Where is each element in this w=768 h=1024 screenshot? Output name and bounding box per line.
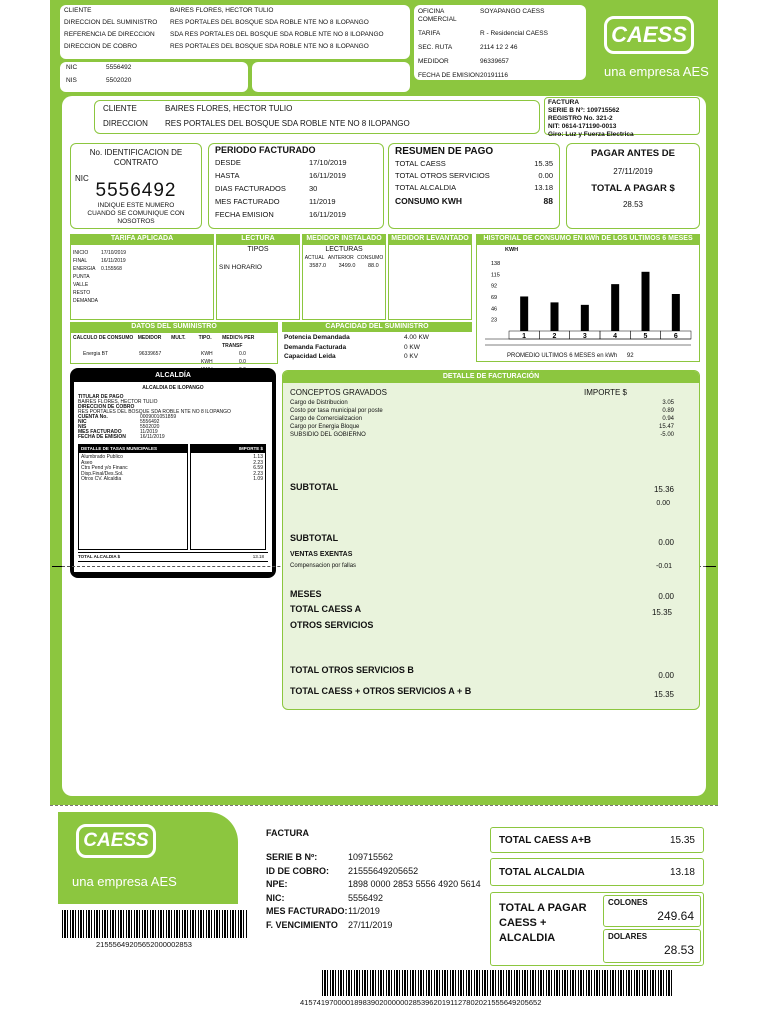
x-tick-label: 1: [522, 333, 527, 340]
label: Demanda Facturada: [284, 343, 347, 351]
label: NIC: [78, 419, 87, 425]
summary-row: [395, 183, 553, 193]
label: SERIE B Nº:: [266, 852, 318, 862]
val-mult: [173, 350, 201, 358]
y-tick-label: 115: [491, 272, 500, 279]
value: 20191116: [480, 72, 508, 79]
meses: 0.00: [658, 592, 674, 601]
y-tick-label: 46: [491, 306, 498, 313]
label: CLIENTE: [64, 7, 92, 14]
value: 0009001051859: [140, 414, 177, 420]
colones: 249.64: [657, 909, 694, 923]
stub-cut-line: [50, 805, 718, 806]
value: 15.35: [669, 834, 695, 846]
pay-before-title: PAGAR ANTES DE: [591, 148, 675, 159]
tarifa-header: TARIFA APLICADA: [70, 234, 214, 244]
capacity-box: [282, 332, 472, 364]
right-cut-mark: [706, 566, 716, 567]
col-mult: MULT.: [171, 335, 186, 341]
otros-label: OTROS SERVICIOS: [290, 620, 374, 630]
stub-field: [266, 865, 486, 878]
x-tick-label: 4: [613, 333, 618, 340]
medidor-lev-header: MEDIDOR LEVANTADO: [388, 234, 472, 244]
dir: RES PORTALES DEL BOSQUE SDA ROBLE NTE NO 8 ILOPANGO: [78, 409, 231, 415]
detail-item: [290, 415, 682, 423]
label: RESTO: [73, 290, 91, 296]
value: 1898 0000 2853 5556 4920 5614: [348, 879, 481, 889]
chart-bar: [581, 305, 589, 331]
label: NPE:: [266, 879, 288, 889]
period-row: [215, 197, 377, 207]
col-calc: CALCULO DE CONSUMO: [73, 335, 134, 341]
subtotal1: 15.36: [653, 485, 674, 494]
stub-field: [266, 905, 486, 918]
alcaldia-field: [78, 435, 268, 440]
office-info-panel: [414, 5, 586, 80]
period-row: [215, 184, 377, 194]
value: 4.00 KW: [404, 334, 429, 341]
tasa-item: Ctrs Pend y/o Financ: [81, 465, 128, 471]
col-actual: ACTUAL: [304, 255, 325, 261]
summary-row: [395, 196, 553, 206]
col-medidor: MEDIDOR: [137, 335, 162, 341]
val-medic: 0.0: [239, 351, 246, 357]
lecturas-label: LECTURAS: [325, 246, 363, 253]
value: 11/2019: [309, 197, 336, 206]
label: TOTAL ALCALDIA: [499, 866, 585, 878]
meses-label: MESES: [290, 589, 322, 599]
period-row: [215, 210, 377, 220]
compensacion: -0.01: [656, 563, 672, 570]
val-tipo: KWH: [201, 351, 213, 357]
stub-field: [266, 919, 486, 932]
colones-label: COLONES: [608, 898, 648, 907]
stub-field: [266, 892, 486, 905]
importe-title: IMPORTE $: [191, 445, 265, 453]
tariff-row: [73, 289, 211, 297]
period-box: [208, 143, 384, 229]
label: FECHA EMISION: [215, 210, 274, 219]
col-consumo: CONSUMO: [357, 255, 384, 261]
tariff-row: [73, 265, 211, 273]
label: NIS: [78, 424, 87, 430]
label: MES FACTURADO: [215, 197, 280, 206]
value: SOYAPANGO CAESS: [480, 8, 545, 15]
brand-text: CAESS: [611, 22, 687, 47]
label: DIRECCION: [103, 119, 148, 128]
importe-item: 2.23: [253, 459, 263, 466]
y-tick-label: 92: [491, 283, 498, 290]
value: SDA RES PORTALES DEL BOSQUE SDA ROBLE NTE NO 8 ILOPANGO: [170, 31, 384, 38]
tasa-item: Alumbrado Publico: [81, 454, 123, 460]
value: 88: [543, 196, 553, 206]
alcaldia-title: ALCALDÍA: [155, 372, 191, 379]
value: 21555649205652: [348, 865, 419, 876]
tariff-row: [73, 257, 211, 265]
label: SEC. RUTA: [418, 44, 453, 51]
x-tick-label: 5: [643, 333, 648, 340]
label: DIRECCION DE COBRO: [64, 43, 137, 50]
nic-number: 5556492: [95, 180, 177, 201]
label: F. VENCIMIENTO: [266, 919, 338, 930]
value: 2114 12 2 46: [480, 44, 518, 51]
col-medic: MEDIC% PER TRANSF: [222, 335, 255, 349]
value: 109715562: [586, 107, 620, 114]
tasa-item: Disp.Final/Des.Sol.: [81, 470, 124, 477]
label: ENERGIA: [73, 266, 96, 272]
value: 0.155568: [101, 266, 122, 272]
value: 3.05: [662, 400, 674, 406]
stub-total-pay-box: [490, 892, 704, 966]
label: VALLE: [73, 282, 89, 288]
value: 0 KW: [404, 343, 420, 351]
total-caess-label: TOTAL CAESS A: [290, 604, 362, 614]
value: 30: [309, 184, 318, 193]
installed-meter-box: [302, 244, 386, 320]
label: MES FACTURADO: [78, 429, 122, 435]
importe-label: IMPORTE $: [584, 388, 627, 397]
tasa-item: Otros CV. Alcaldia: [81, 476, 122, 482]
value: No. 321-2: [583, 115, 613, 122]
value: 16/11/2019: [309, 210, 346, 219]
detail-item: [290, 407, 682, 415]
detail-item: [290, 431, 682, 439]
compensacion-label: Compensacion por fallas: [290, 563, 357, 569]
label: Giro:: [548, 131, 564, 138]
label: CONSUMO KWH: [395, 196, 463, 206]
value: 0 KV: [404, 353, 419, 360]
caess-logo: [604, 16, 694, 54]
label: TOTAL ALCALDIA: [395, 183, 457, 192]
label: REGISTRO: [548, 115, 582, 122]
value: 15.35: [534, 159, 553, 168]
chart-bar: [672, 294, 680, 331]
y-tick-label: 69: [491, 294, 498, 301]
chart-average: 92: [626, 353, 634, 359]
barcode-2: [322, 970, 674, 996]
label: TOTAL OTROS SERVICIOS: [395, 171, 490, 180]
capacity-row: [284, 343, 470, 353]
client-box: [94, 100, 540, 134]
value: 0.94: [662, 416, 674, 422]
label: PUNTA: [73, 274, 90, 280]
x-tick-label: 2: [552, 333, 557, 340]
value: RES PORTALES DEL BOSQUE SDA ROBLE NTE NO 8 ILOPANGO: [170, 43, 369, 50]
tasas-title: DETALLE DE TASAS MUNICIPALES: [79, 445, 187, 453]
val-anterior: 3499.0: [338, 263, 356, 269]
value: 96339657: [480, 58, 509, 65]
detalle-items: [290, 399, 682, 439]
chart-bar: [642, 272, 650, 331]
stub-factura-label: FACTURA: [266, 828, 309, 838]
total-pagar-label: TOTAL A PAGAR CAESS + ALCALDIA: [499, 902, 587, 944]
capacity-row: [284, 333, 470, 343]
value: 5502020: [106, 77, 132, 84]
label: FECHA DE EMISION: [418, 72, 480, 79]
tariff-row: [73, 273, 211, 281]
label: NIC:: [266, 892, 285, 903]
blank-panel: [252, 62, 410, 92]
alcaldia-inner: [74, 382, 272, 572]
dir-label: DIRECCION DE COBRO: [78, 404, 135, 410]
medidor-inst-header: MEDIDOR INSTALADO: [302, 234, 386, 244]
importe-item: 1.09: [253, 476, 263, 482]
value: Luz y Fuerza Electrica: [565, 131, 634, 138]
y-tick-label: 138: [491, 260, 501, 267]
importe-item: 1.13: [253, 454, 263, 460]
header-info-panel: [60, 5, 410, 59]
value: BAIRES FLORES, HECTOR TULIO: [170, 7, 274, 14]
total-caess: 15.35: [651, 608, 672, 617]
stub-tagline: una empresa AES: [72, 874, 177, 889]
total-otros-label: TOTAL OTROS SERVICIOS B: [290, 665, 414, 675]
tagline: una empresa AES: [604, 64, 709, 79]
value: R - Residencial CAESS: [480, 30, 548, 37]
barcode-1: [62, 910, 248, 938]
label: MEDIDOR: [418, 58, 449, 65]
removed-meter-box: [388, 244, 472, 320]
val-medic: 0.0: [239, 359, 246, 365]
label: HASTA: [215, 171, 240, 180]
stub-fields: [266, 850, 486, 931]
label: SERIE B Nº:: [548, 107, 586, 114]
value: 13.18: [669, 866, 695, 878]
label: NIC: [66, 64, 78, 71]
value: 16/11/2019: [140, 434, 165, 440]
label: Capacidad Leida: [284, 353, 336, 360]
importe-item: 6.59: [253, 465, 263, 471]
value: 5556492: [348, 892, 384, 903]
stub-total-alc-box: [490, 858, 704, 886]
importe-item: 2.23: [253, 470, 263, 477]
dolares-box: [603, 929, 701, 963]
tipos-label: TIPOS: [247, 246, 269, 253]
value: RES PORTALES DEL BOSQUE SDA ROBLE NTE NO 8 ILOPANGO: [170, 19, 369, 26]
capacidad-header: CAPACIDAD DEL SUMINISTRO: [282, 322, 472, 332]
label: MES FACTURADO:: [266, 906, 348, 916]
alc-total: 13.18: [252, 554, 264, 559]
datos-sum-header: DATOS DEL SUMINISTRO: [70, 322, 278, 332]
fiscal-box: [544, 97, 700, 138]
tasa-item: Aseo: [81, 459, 93, 466]
summary-row: [395, 159, 553, 169]
detalle-header: DETALLE DE FACTURACIÓN: [283, 371, 699, 383]
value: 16/11/2019: [101, 258, 126, 264]
pay-before-box: [566, 143, 700, 229]
value: RES PORTALES DEL BOSQUE SDA ROBLE NTE NO 8 ILOPANGO: [165, 119, 410, 128]
chart-bar: [520, 296, 528, 331]
dolares: 28.53: [663, 943, 694, 957]
value: 17/10/2019: [101, 250, 127, 256]
supply-data-box: [70, 332, 278, 364]
label: NIT:: [548, 123, 560, 130]
subtotal1-label: SUBTOTAL: [290, 482, 339, 492]
detail-item: [290, 399, 682, 407]
value: -5.00: [660, 432, 674, 438]
alc-total-label: TOTAL ALCALDIA $: [78, 554, 121, 559]
value: 27/11/2019: [348, 919, 393, 930]
tariff-row: [73, 281, 211, 289]
tariff-box: [70, 244, 214, 320]
tariff-row: [73, 297, 211, 305]
chart-plot: [477, 245, 699, 361]
label: TARIFA: [418, 30, 441, 37]
x-tick-label: 3: [582, 333, 587, 340]
value: 11/2019: [140, 429, 158, 435]
summary-row: [395, 171, 553, 181]
label: Cargo de Distribucion: [290, 400, 348, 406]
label: Costo por tasa municipal por poste: [290, 408, 383, 414]
value: 0614-171190-0013: [561, 123, 617, 130]
stub-field: [266, 851, 486, 864]
value: 5502020: [140, 424, 160, 430]
alcaldia-subtitle: ALCALDIA DE ILOPANGO: [142, 385, 204, 391]
label: Cargo por Energia Bloque: [290, 424, 360, 430]
value: 0.00: [538, 171, 553, 180]
consumption-chart: [476, 244, 700, 362]
label: TOTAL CAESS: [395, 159, 446, 168]
subtotal2: 0.00: [658, 538, 674, 547]
dolares-label: DOLARES: [608, 932, 648, 941]
value: 5556492: [140, 419, 160, 425]
period-row: [215, 158, 377, 168]
label: TOTAL CAESS A+B: [499, 834, 592, 846]
label: FECHA DE EMISION: [78, 434, 126, 440]
chart-footer: PROMEDIO ULTIMOS 6 MESES en kWh: [507, 353, 618, 359]
val-actual: 3587.0: [309, 263, 327, 269]
label: CLIENTE: [103, 104, 137, 113]
left-cut-mark: [52, 566, 62, 567]
conceptos-label: CONCEPTOS GRAVADOS: [290, 388, 387, 397]
label: ID DE COBRO:: [266, 865, 329, 876]
total-ab: 15.35: [653, 690, 674, 699]
label: DEMANDA: [73, 298, 99, 304]
label: DIAS FACTURADOS: [215, 184, 286, 193]
contract-title: No. IDENTIFICACION DE CONTRATO: [89, 148, 183, 167]
barcode-1-number: 21555649205652000002853: [96, 940, 192, 949]
chart-bar: [551, 302, 559, 331]
tariff-row: [73, 249, 211, 257]
label: SUBSIDIO DEL GOBIERNO: [290, 432, 366, 438]
label: DESDE: [215, 158, 241, 167]
x-tick-label: 6: [673, 333, 678, 340]
stub-total-ab-box: [490, 827, 704, 853]
stub-caess-logo: [76, 824, 156, 858]
label: Cargo de Comercializacion: [290, 416, 363, 422]
horario: SIN HORARIO: [219, 264, 262, 271]
period-row: [215, 171, 377, 181]
val-tipo: KWH: [201, 359, 213, 365]
val-consumo: 88.0: [367, 263, 379, 269]
label: FACTURA: [548, 99, 580, 106]
summary-title: RESUMEN DE PAGO: [395, 146, 494, 157]
nic-label: NIC: [75, 174, 89, 183]
value: 5556492: [106, 64, 132, 71]
value: 16/11/2019: [309, 171, 346, 180]
reading-box: [216, 244, 300, 320]
label: FINAL: [73, 258, 88, 264]
titular-label: TITULAR DE PAGO: [78, 394, 124, 400]
capacity-row: [284, 352, 470, 362]
col-tipo: TIPO.: [198, 335, 212, 341]
colones-box: [603, 895, 701, 927]
exentas-label: VENTAS EXENTAS: [290, 551, 353, 558]
y-tick-label: 23: [491, 317, 498, 324]
label: Potencia Demandada: [284, 334, 350, 341]
total-label: TOTAL A PAGAR $: [591, 183, 675, 194]
barcode-2-number: 4157419700001898390200000028539620191127802021555649205652: [300, 998, 542, 1007]
total-amount: 28.53: [622, 200, 644, 209]
val-calc: Energia BT: [83, 351, 109, 357]
label: OFICINA COMERCIAL: [418, 8, 457, 23]
label: NIS: [66, 77, 77, 84]
value: 17/10/2019: [309, 158, 347, 167]
period-title: PERIODO FACTURADO: [215, 145, 316, 155]
total-ab-label: TOTAL CAESS + OTROS SERVICIOS A + B: [290, 686, 472, 696]
stub-field: [266, 878, 486, 891]
total-otros: 0.00: [658, 671, 674, 680]
label: REFERENCIA DE DIRECCION: [64, 31, 155, 38]
due-date: 27/11/2019: [613, 167, 653, 176]
label: CUENTA No.: [78, 414, 108, 420]
chart-ylabel: KWH: [505, 247, 519, 253]
brand-text: CAESS: [83, 830, 149, 851]
payment-summary-box: [388, 143, 560, 229]
contract-id-box: [70, 143, 202, 229]
nic-nis-panel: [60, 62, 248, 92]
label: INICIO: [73, 250, 89, 256]
chart-bar: [611, 284, 619, 331]
subtotal1b: 0.00: [656, 500, 670, 507]
value: 0.89: [662, 408, 674, 414]
titular: BAIRES FLORES, HECTOR TULIO: [78, 399, 158, 405]
value: BAIRES FLORES, HECTOR TULIO: [165, 104, 293, 113]
value: 13.18: [534, 183, 553, 192]
lectura-header: LECTURA: [216, 234, 300, 244]
detail-item: [290, 423, 682, 431]
col-anterior: ANTERIOR: [327, 255, 354, 261]
label: DIRECCION DEL SUMINISTRO: [64, 19, 158, 26]
contract-note: INDIQUE ESTE NUMERO CUANDO SE COMUNIQUE CON NOSOTROS: [87, 202, 185, 225]
subtotal2-label: SUBTOTAL: [290, 533, 339, 543]
value: 109715562: [348, 852, 394, 862]
val-medidor: 96339657: [139, 351, 162, 357]
historial-header: HISTORIAL DE CONSUMO EN kWh DE LOS ÚLTIMOS 6 MESES: [476, 234, 700, 244]
value: 15.47: [658, 424, 674, 430]
value: 11/2019: [348, 906, 380, 916]
